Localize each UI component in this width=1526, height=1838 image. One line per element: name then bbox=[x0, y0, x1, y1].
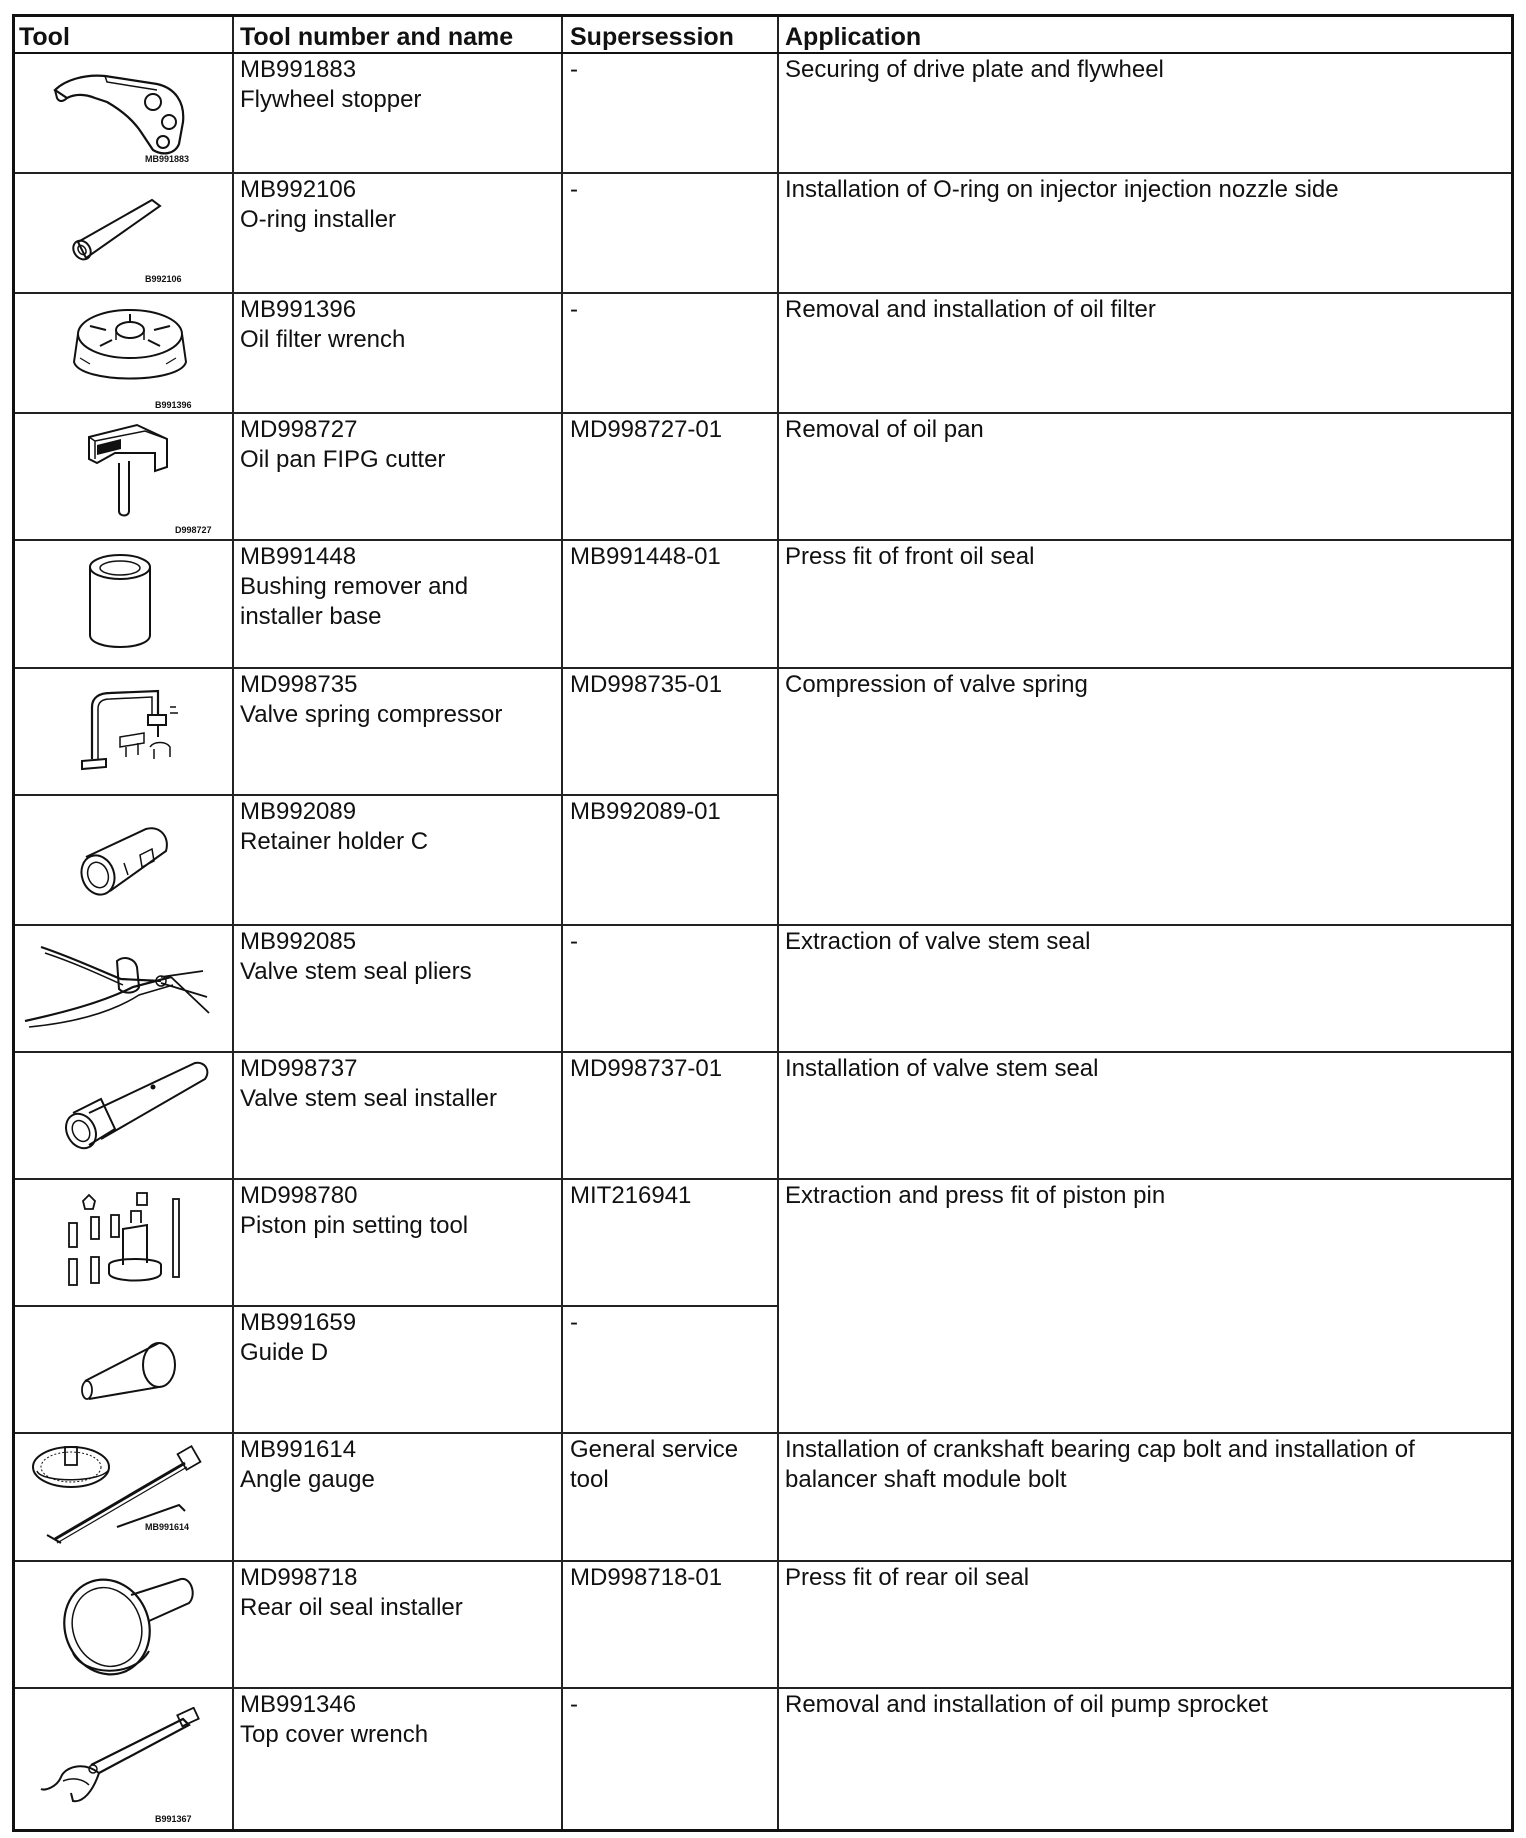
tool-number: MD998737 bbox=[240, 1055, 358, 1082]
oil-pan-fipg-cutter-illustration bbox=[75, 419, 195, 529]
flywheel-stopper-illustration bbox=[45, 62, 225, 162]
tool-number: MD998718 bbox=[240, 1564, 358, 1591]
tool-name: Valve stem seal pliers bbox=[240, 958, 472, 985]
tool-number: MB991659 bbox=[240, 1309, 357, 1336]
tool-number: MB992085 bbox=[240, 928, 357, 955]
retainer-holder-c-illustration bbox=[70, 817, 190, 907]
supersession: MIT216941 bbox=[570, 1182, 692, 1209]
row-divider bbox=[15, 1687, 1511, 1689]
tool-name-line2: installer base bbox=[240, 603, 382, 630]
tool-image-caption: B991367 bbox=[155, 1814, 192, 1824]
tool-table bbox=[12, 14, 1514, 1832]
header-supersession: Supersession bbox=[570, 23, 734, 51]
supersession: - bbox=[570, 928, 578, 955]
tool-image-caption: B991396 bbox=[155, 400, 192, 410]
tool-name: O-ring installer bbox=[240, 206, 397, 233]
header-tool: Tool bbox=[19, 23, 70, 51]
tool-name: Bushing remover and bbox=[240, 573, 469, 600]
supersession: - bbox=[570, 1691, 578, 1718]
supersession: MB992089-01 bbox=[570, 798, 721, 825]
tool-name: Top cover wrench bbox=[240, 1721, 429, 1748]
header-divider bbox=[15, 52, 1511, 54]
supersession: - bbox=[570, 56, 578, 83]
valve-stem-seal-installer-illustration bbox=[45, 1057, 215, 1157]
supersession-line2: tool bbox=[570, 1466, 609, 1493]
column-divider bbox=[561, 17, 563, 1829]
tool-name: Oil filter wrench bbox=[240, 326, 406, 353]
supersession: MB991448-01 bbox=[570, 543, 721, 570]
valve-spring-compressor-illustration bbox=[70, 677, 190, 787]
row-divider bbox=[15, 1560, 1511, 1562]
column-divider bbox=[777, 17, 779, 1829]
application: Installation of crankshaft bearing cap bolt and installation of bbox=[785, 1436, 1415, 1463]
row-divider bbox=[15, 539, 1511, 541]
tool-name: Flywheel stopper bbox=[240, 86, 422, 113]
application: Installation of valve stem seal bbox=[785, 1055, 1099, 1082]
application: Removal and installation of oil filter bbox=[785, 296, 1156, 323]
tool-number: MD998780 bbox=[240, 1182, 358, 1209]
guide-d-illustration bbox=[75, 1335, 185, 1415]
tool-number: MB992106 bbox=[240, 176, 357, 203]
supersession: - bbox=[570, 176, 578, 203]
supersession: - bbox=[570, 296, 578, 323]
application: Extraction of valve stem seal bbox=[785, 928, 1091, 955]
tool-name: Oil pan FIPG cutter bbox=[240, 446, 446, 473]
application: Securing of drive plate and flywheel bbox=[785, 56, 1164, 83]
tool-name: Angle gauge bbox=[240, 1466, 375, 1493]
oil-filter-wrench-illustration bbox=[60, 300, 200, 400]
supersession: MD998727-01 bbox=[570, 416, 723, 443]
valve-stem-seal-pliers-illustration bbox=[21, 937, 221, 1037]
row-divider bbox=[15, 794, 777, 796]
tool-image-caption: MB991614 bbox=[145, 1522, 190, 1532]
tool-name: Piston pin setting tool bbox=[240, 1212, 469, 1239]
supersession: MD998718-01 bbox=[570, 1564, 723, 1591]
row-divider bbox=[15, 1432, 1511, 1434]
application: Press fit of front oil seal bbox=[785, 543, 1035, 570]
application: Removal of oil pan bbox=[785, 416, 984, 443]
application: Installation of O-ring on injector injection nozzle side bbox=[785, 176, 1339, 203]
tool-number: MB991448 bbox=[240, 543, 357, 570]
tool-name: Valve stem seal installer bbox=[240, 1085, 497, 1112]
tool-number: MD998727 bbox=[240, 416, 358, 443]
tool-number: MB991614 bbox=[240, 1436, 357, 1463]
row-divider bbox=[15, 172, 1511, 174]
application: Compression of valve spring bbox=[785, 671, 1088, 698]
supersession: MD998737-01 bbox=[570, 1055, 723, 1082]
tool-number: MB991346 bbox=[240, 1691, 357, 1718]
rear-oil-seal-installer-illustration bbox=[53, 1565, 213, 1685]
tool-image-caption: B992106 bbox=[145, 274, 182, 284]
bushing-remover-installer-base-illustration bbox=[80, 547, 160, 657]
tool-image-caption: D998727 bbox=[175, 525, 212, 535]
tool-image-caption: MB991883 bbox=[145, 154, 190, 164]
top-cover-wrench-illustration bbox=[33, 1707, 223, 1807]
o-ring-installer-illustration bbox=[60, 192, 180, 272]
supersession: MD998735-01 bbox=[570, 671, 723, 698]
tool-name: Rear oil seal installer bbox=[240, 1594, 463, 1621]
header-application: Application bbox=[785, 23, 922, 51]
tool-name: Retainer holder C bbox=[240, 828, 429, 855]
row-divider bbox=[15, 1305, 777, 1307]
application: Press fit of rear oil seal bbox=[785, 1564, 1030, 1591]
tool-number: MB992089 bbox=[240, 798, 357, 825]
tool-number: MB991396 bbox=[240, 296, 357, 323]
row-divider bbox=[15, 1051, 1511, 1053]
supersession: General service bbox=[570, 1436, 739, 1463]
angle-gauge-illustration bbox=[27, 1439, 227, 1549]
tool-name: Valve spring compressor bbox=[240, 701, 503, 728]
tool-number: MD998735 bbox=[240, 671, 358, 698]
application: Extraction and press fit of piston pin bbox=[785, 1182, 1166, 1209]
application-line2: balancer shaft module bolt bbox=[785, 1466, 1067, 1493]
piston-pin-setting-tool-illustration bbox=[65, 1187, 205, 1297]
row-divider bbox=[15, 412, 1511, 414]
row-divider bbox=[15, 667, 1511, 669]
application: Removal and installation of oil pump sprocket bbox=[785, 1691, 1268, 1718]
tool-number: MB991883 bbox=[240, 56, 357, 83]
tool-name: Guide D bbox=[240, 1339, 329, 1366]
header-tool-number: Tool number and name bbox=[240, 23, 514, 51]
row-divider bbox=[15, 924, 1511, 926]
column-divider bbox=[232, 17, 234, 1829]
row-divider bbox=[15, 1178, 1511, 1180]
row-divider bbox=[15, 292, 1511, 294]
supersession: - bbox=[570, 1309, 578, 1336]
